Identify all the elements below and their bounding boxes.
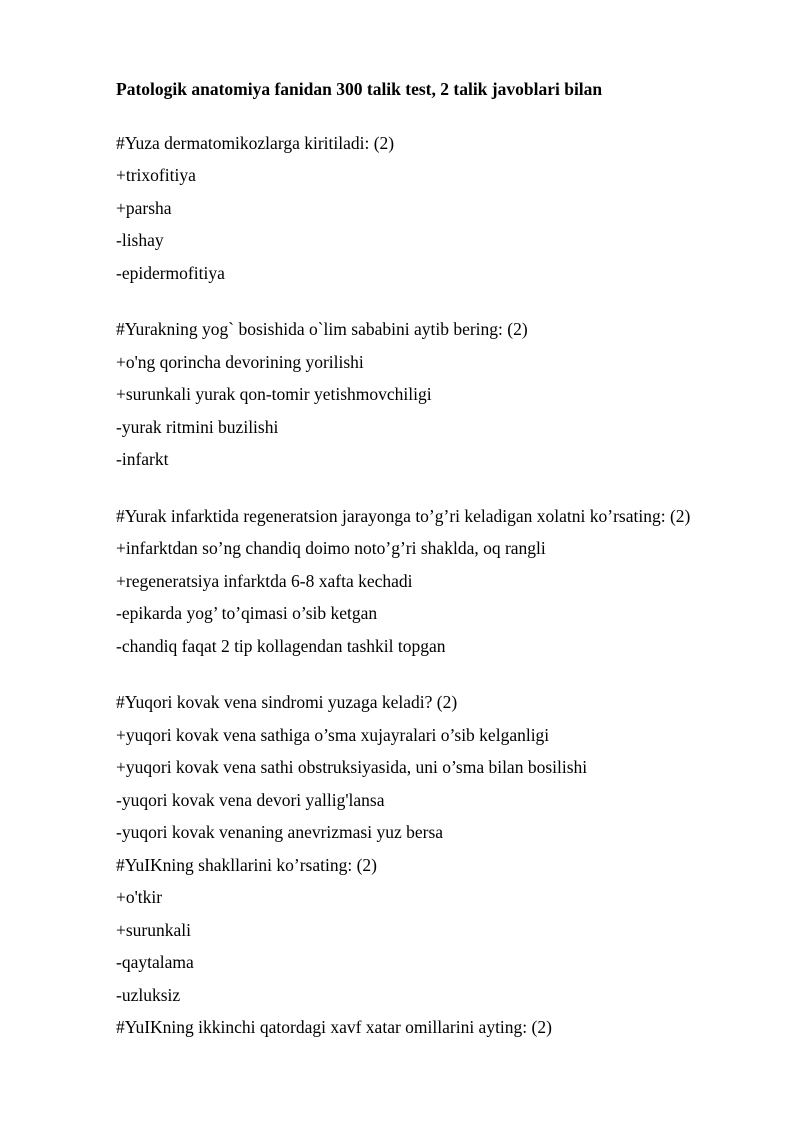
question-3-option-2: +regeneratsiya infarktda 6-8 xafta kechadi [116, 571, 413, 591]
question-2-option-3: -yurak ritmini buzilishi [116, 417, 279, 437]
question-3-option-3: -epikarda yog’ to’qimasi o’sib ketgan [116, 603, 378, 623]
question-2-text: #Yurakning yog` bosishida o`lim sababini aytib bering: (2) [116, 319, 528, 339]
question-1-text: #Yuza dermatomikozlarga kiritiladi: (2) [116, 133, 395, 153]
question-6-text: #YuIKning ikkinchi qatordagi xavf xatar omillarini ayting: (2) [116, 1017, 552, 1037]
question-4-option-1: +yuqori kovak vena sathiga o’sma xujayralari o’sib kelganligi [116, 725, 550, 745]
question-1-option-4: -epidermofitiya [116, 263, 225, 283]
question-2-option-1: +o'ng qorincha devorining yorilishi [116, 352, 364, 372]
document-title: Patologik anatomiya fanidan 300 talik test, 2 talik javoblari bilan [116, 79, 603, 99]
question-4-option-4: -yuqori kovak venaning anevrizmasi yuz bersa [116, 822, 444, 842]
question-3-option-4: -chandiq faqat 2 tip kollagendan tashkil topgan [116, 636, 446, 656]
question-5-option-2: +surunkali [116, 920, 191, 940]
question-1-option-2: +parsha [116, 198, 172, 218]
question-4-option-3: -yuqori kovak vena devori yallig'lansa [116, 790, 385, 810]
question-4-option-2: +yuqori kovak vena sathi obstruksiyasida, uni o’sma bilan bosilishi [116, 757, 588, 777]
question-5-text: #YuIKning shakllarini ko’rsating: (2) [116, 855, 377, 875]
question-1-option-1: +trixofitiya [116, 165, 196, 185]
question-5-option-1: +o'tkir [116, 887, 163, 907]
question-1-option-3: -lishay [116, 230, 164, 250]
question-2-option-4: -infarkt [116, 449, 169, 469]
question-5-option-4: -uzluksiz [116, 985, 181, 1005]
question-5-option-3: -qaytalama [116, 952, 194, 972]
question-3-text: #Yurak infarktida regeneratsion jarayonga to’g’ri keladigan xolatni ko’rsating: (2) [116, 506, 691, 526]
question-3-option-1: +infarktdan so’ng chandiq doimo noto’g’ri shaklda, oq rangli [116, 538, 546, 558]
question-4-text: #Yuqori kovak vena sindromi yuzaga keladi? (2) [116, 692, 458, 712]
question-2-option-2: +surunkali yurak qon-tomir yetishmovchiligi [116, 384, 432, 404]
